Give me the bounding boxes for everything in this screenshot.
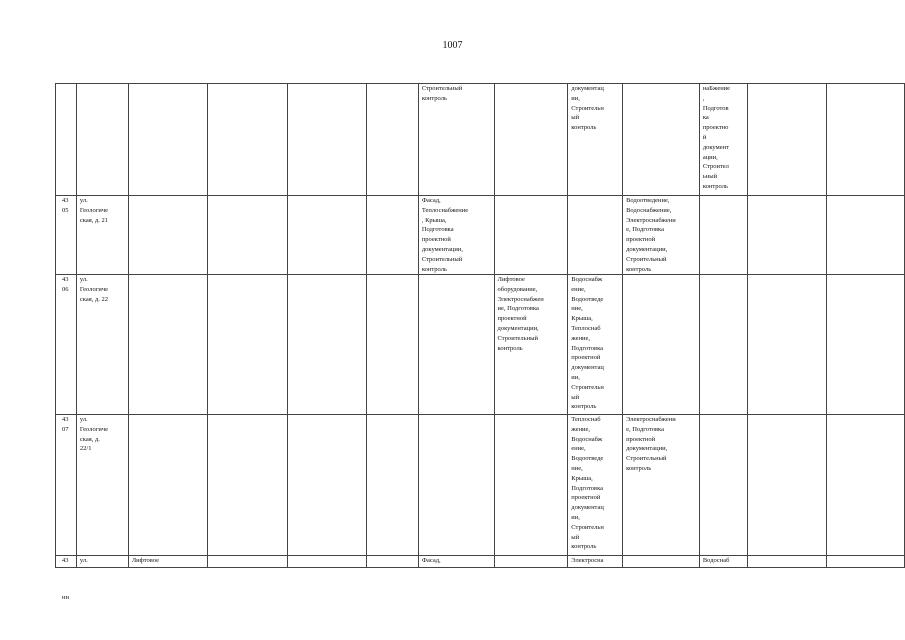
table-row (56, 196, 905, 275)
table-cell (494, 556, 568, 568)
table-cell (568, 556, 623, 568)
cell-text: ул. Геологиче ская, д. 21 (79, 197, 109, 224)
document-table (55, 83, 905, 568)
table-cell (56, 556, 77, 568)
cell-text: 43 05 (62, 197, 69, 214)
table-cell (418, 415, 494, 556)
cell-text: Водоснабж ение, Водоотведе ние, Крыша, Теплоснаб жение, Подготовка проектной документац ии, Строительн ый контроль (571, 276, 604, 411)
table-cell (76, 275, 128, 415)
table-cell (288, 196, 367, 275)
table-cell (288, 275, 367, 415)
table-cell (418, 84, 494, 196)
table-cell (288, 415, 367, 556)
cell-text: Электросна (571, 557, 604, 564)
footer-mark: нн (62, 594, 69, 601)
cell-text: Водоотведение, Водоснабжение, Электроснабжени е, Подготовка проектной документации, Строительный контроль (626, 197, 676, 273)
table-cell (747, 275, 826, 415)
table-cell (367, 84, 418, 196)
table-cell (208, 84, 288, 196)
table-cell (418, 196, 494, 275)
table-cell (56, 84, 77, 196)
table-cell (208, 196, 288, 275)
table-cell (367, 556, 418, 568)
table-cell (699, 84, 747, 196)
table-cell (418, 275, 494, 415)
table-cell (826, 84, 904, 196)
table-cell (826, 275, 904, 415)
table-cell (747, 84, 826, 196)
table-row (56, 275, 905, 415)
table-cell (76, 556, 128, 568)
table-cell (747, 196, 826, 275)
table-cell (128, 556, 207, 568)
table-cell (699, 556, 747, 568)
table-cell (568, 415, 623, 556)
table-cell (76, 415, 128, 556)
table-row (56, 415, 905, 556)
table-cell (367, 196, 418, 275)
table-cell (208, 275, 288, 415)
table-cell (367, 415, 418, 556)
table-cell (76, 84, 128, 196)
cell-text: Фасад, (421, 557, 441, 564)
cell-text: ул. Геологиче ская, д. 22/1 (79, 416, 109, 453)
table-cell (76, 196, 128, 275)
table-cell (623, 556, 700, 568)
table-cell (56, 415, 77, 556)
page-number: 1007 (442, 40, 463, 51)
table-cell (367, 275, 418, 415)
cell-text: документац ии, Строительн ый контроль (571, 85, 604, 132)
table-cell (747, 556, 826, 568)
table-cell (699, 275, 747, 415)
table-cell (128, 275, 207, 415)
table-cell (418, 556, 494, 568)
table-cell (494, 196, 568, 275)
table-cell (56, 196, 77, 275)
cell-text: 43 06 (62, 276, 69, 293)
table-cell (288, 556, 367, 568)
table-cell (699, 196, 747, 275)
cell-text: Лифтовое оборудование, Электроснабжен ие, Подготовка проектной документации, Строительный контроль (497, 276, 544, 352)
cell-text: ул. (79, 557, 88, 564)
table-cell (128, 84, 207, 196)
table-cell (826, 415, 904, 556)
cell-text: 43 07 (62, 416, 69, 433)
table-cell (826, 556, 904, 568)
table-cell (826, 196, 904, 275)
table-row (56, 84, 905, 196)
table-cell (56, 275, 77, 415)
table-cell (128, 415, 207, 556)
table-cell (208, 556, 288, 568)
cell-text: 43 (62, 557, 69, 564)
table-cell (699, 415, 747, 556)
table-cell (208, 415, 288, 556)
table-row (56, 556, 905, 568)
table-cell (288, 84, 367, 196)
cell-text: Лифтовое (131, 557, 160, 564)
table-cell (494, 275, 568, 415)
cell-text: ул. Геологиче ская, д. 22 (79, 276, 109, 303)
table-cell (623, 275, 700, 415)
cell-text: Теплоснаб жение, Водоснабж ение, Водоотведе ние, Крыша, Подготовка проектной документац ии, Строительн ый контроль (571, 416, 604, 551)
table-cell (494, 84, 568, 196)
table-cell (623, 196, 700, 275)
cell-text: Строительный контроль (421, 85, 463, 102)
table-cell (623, 415, 700, 556)
table-cell (568, 196, 623, 275)
cell-text: наБжение , Подготов ка проектно й документ ации, Строител ьный контроль (702, 85, 731, 190)
cell-text: Электроснабжени е, Подготовка проектной документации, Строительный контроль (626, 416, 676, 472)
table-cell (747, 415, 826, 556)
table-cell (128, 196, 207, 275)
cell-text: Фасад, Теплоснабжение , Крыша, Подготовка проектной документации, Строительный контроль (421, 197, 469, 273)
table-cell (568, 275, 623, 415)
table-cell (623, 84, 700, 196)
table-cell (568, 84, 623, 196)
cell-text: Водоснаб (702, 557, 730, 564)
table-cell (494, 415, 568, 556)
